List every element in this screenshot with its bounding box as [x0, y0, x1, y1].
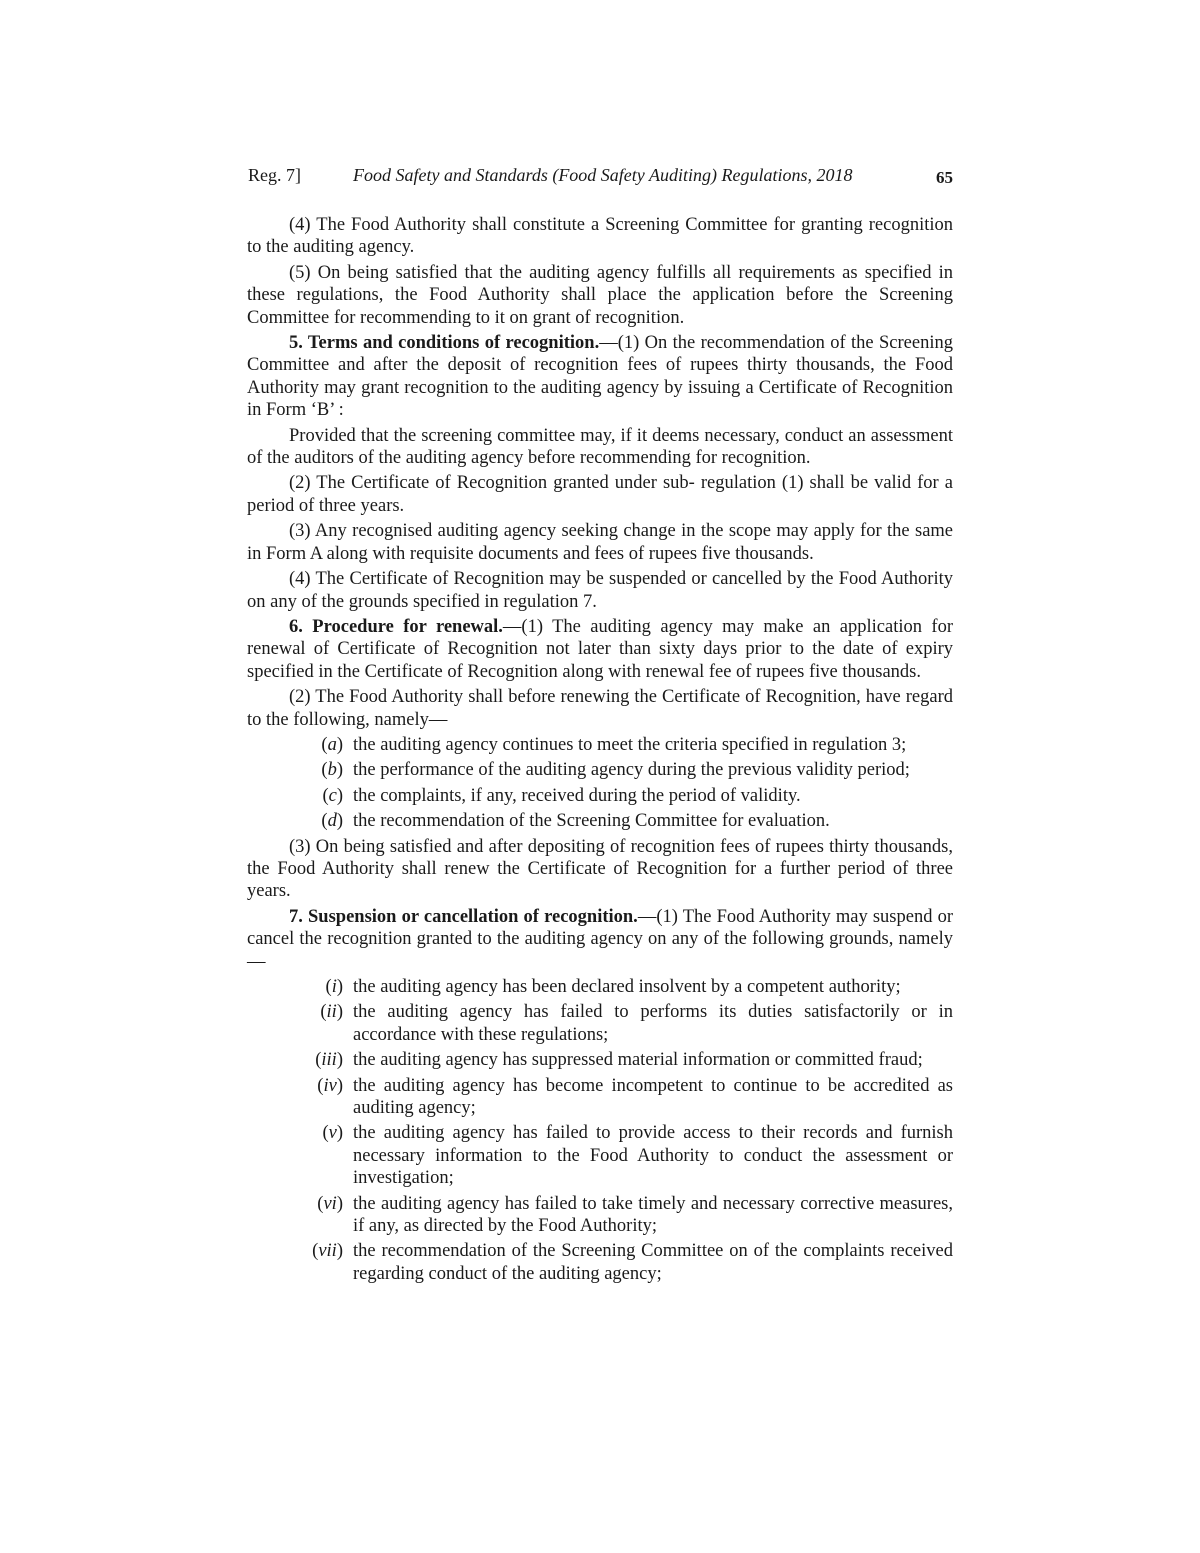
list-item [247, 1193, 953, 1238]
list-item [247, 1001, 953, 1046]
section-heading: 5. Terms and conditions of recognition. [289, 333, 600, 354]
list-item-label: (a) [321, 734, 343, 755]
list-item-label-text: iii [321, 1050, 337, 1071]
paragraph: (2) The Certificate of Recognition granted under sub- regulation (1) shall be valid for a period of three years. [247, 473, 953, 516]
list-item-label-text: d [327, 811, 337, 832]
section-text: —(1) The Food Authority may suspend or cancel the recognition granted to the auditing agency on any of the following grounds, namely— [247, 906, 953, 972]
list-item-label: (iii) [315, 1050, 343, 1071]
list-item-text: the recommendation of the Screening Committee on of the complaints received regarding conduct of the auditing agency; [353, 1241, 953, 1284]
list-item-label-text: vii [318, 1241, 337, 1262]
list-item [247, 1075, 953, 1120]
list-item-label: (i) [325, 977, 343, 997]
paragraph: (3) On being satisfied and after depositing of recognition fees of rupees thirty thousands, the Food Authority shall renew the Certificate of Recognition for a further period of three years. [247, 836, 953, 902]
list-item-text: the performance of the auditing agency during the previous validity period; [353, 760, 910, 781]
section-heading: 7. Suspension or cancellation of recognition. [289, 906, 638, 927]
list-item-label-text: vi [323, 1193, 337, 1214]
list-item-text: the auditing agency has failed to performs its duties satisfactorily or in accordance with these regulations; [353, 1002, 953, 1045]
document-body [247, 214, 953, 1288]
suspension-grounds-list [247, 976, 953, 1285]
list-item [247, 759, 953, 781]
paragraph: (4) The Food Authority shall constitute a Screening Committee for granting recognition to the auditing agency. [247, 215, 953, 258]
list-item-text: the auditing agency has become incompetent to continue to be accredited as auditing agency; [353, 1075, 953, 1119]
list-item-label: (ii) [320, 1002, 343, 1023]
section-heading: 6. Procedure for renewal. [289, 616, 503, 637]
section-6-paragraph [247, 616, 953, 683]
paragraph: (4) The Certificate of Recognition may be suspended or cancelled by the Food Authority on any of the grounds specified in regulation 7. [247, 569, 953, 612]
list-item-text: the auditing agency has suppressed material information or committed fraud; [353, 1050, 923, 1071]
list-item-label: (c) [322, 785, 343, 806]
list-item-label: (b) [321, 760, 343, 781]
list-item-label-text: a [327, 734, 337, 755]
list-item-text: the auditing agency continues to meet the criteria specified in regulation 3; [353, 734, 907, 755]
list-item-label-text: iv [323, 1075, 337, 1096]
list-item [247, 1240, 953, 1285]
running-header-left: Reg. 7] [248, 165, 301, 185]
page-number: 65 [936, 168, 953, 187]
list-item-label-text: b [327, 760, 337, 781]
list-item-label: (v) [322, 1123, 343, 1144]
list-item-label: (iv) [317, 1075, 343, 1096]
list-item-label-text: c [328, 785, 337, 806]
list-item-text: the recommendation of the Screening Committee for evaluation. [353, 811, 830, 832]
section-5-paragraph [247, 332, 953, 422]
list-item-label: (vii) [312, 1241, 343, 1262]
list-item-text: the auditing agency has failed to take timely and necessary corrective measures, if any, as directed by the Food Authority; [353, 1193, 953, 1237]
paragraph: (5) On being satisfied that the auditing agency fulfills all requirements as specified in these regulations, the Food Authority shall place the application before the Screening Committee for recommending to it on grant of recognition. [247, 262, 953, 328]
list-item [247, 1122, 953, 1189]
list-item [247, 734, 953, 756]
paragraph: (3) Any recognised auditing agency seeking change in the scope may apply for the same in Form A along with requisite documents and fees of rupees five thousands. [247, 521, 953, 564]
section-text: —(1) The auditing agency may make an application for renewal of Certificate of Recognition not later than sixty days prior to the date of expiry specified in the Certificate of Recognition along with renewal fee of rupees five thousands. [247, 616, 953, 682]
list-item-label-text: i [331, 977, 337, 997]
section-text: —(1) On the recommendation of the Screening Committee and after the deposit of recognition fees of rupees thirty thousands, the Food Authority may grant recognition to the auditing agency by issuing a Certificate of Recognition in Form ‘B’ : [247, 333, 953, 421]
paragraph: Provided that the screening committee may, if it deems necessary, conduct an assessment of the auditors of the auditing agency before recommending for recognition. [247, 425, 953, 469]
list-item-text: the auditing agency has been declared insolvent by a competent authority; [353, 977, 901, 997]
list-item [247, 810, 953, 832]
list-item [247, 785, 953, 807]
section-7-paragraph [247, 906, 953, 973]
list-item [247, 1049, 953, 1071]
list-item-label-text: ii [326, 1002, 337, 1023]
list-item-label: (d) [321, 811, 343, 832]
list-item-label: (vi) [317, 1193, 343, 1214]
list-item-text: the auditing agency has failed to provide access to their records and furnish necessary information to the Food Authority to conduct the assessment or investigation; [353, 1123, 953, 1189]
paragraph: (2) The Food Authority shall before renewing the Certificate of Recognition, have regard to the following, namely— [247, 687, 953, 730]
list-item [247, 976, 953, 998]
list-item-label-text: v [328, 1123, 337, 1144]
running-header-title: Food Safety and Standards (Food Safety Auditing) Regulations, 2018 [353, 165, 853, 185]
renewal-criteria-list [247, 734, 953, 833]
list-item-text: the complaints, if any, received during the period of validity. [353, 785, 801, 806]
